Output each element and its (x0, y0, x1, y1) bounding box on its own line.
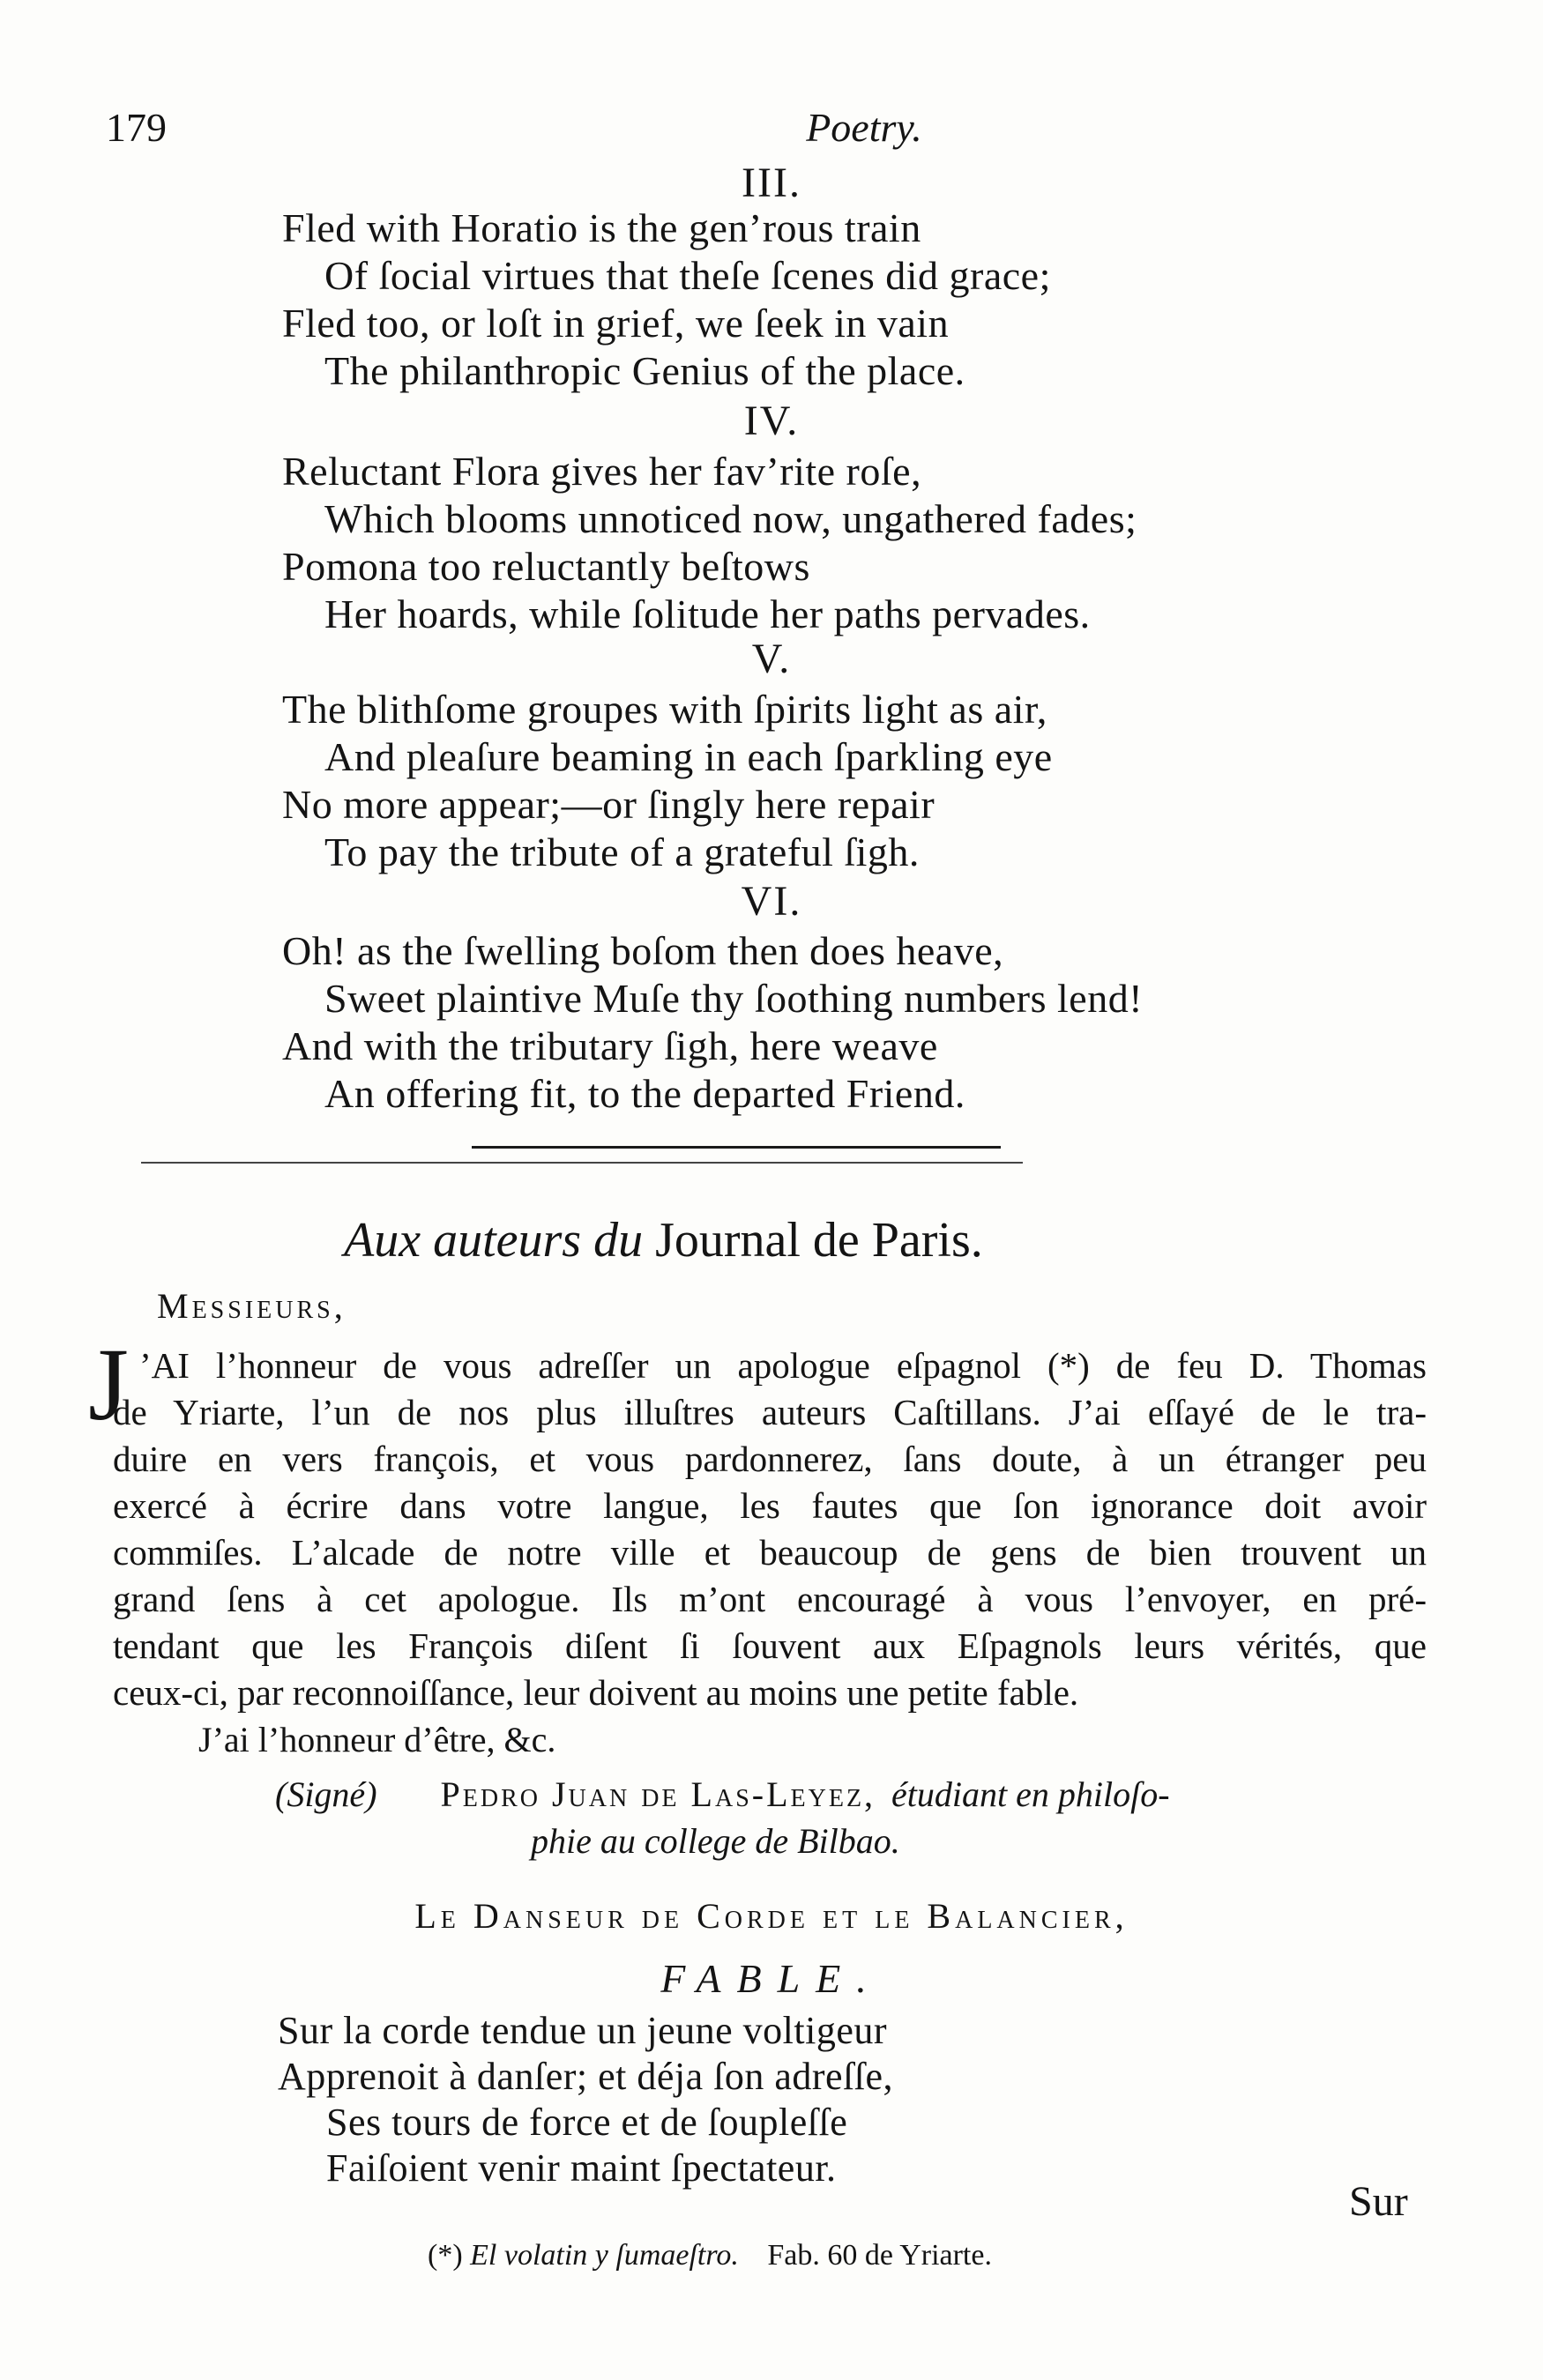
verse-line: Oh! as the ſwelling boſom then does heave, (282, 928, 1004, 973)
letter-line: ceux-ci, par reconnoiſſance, leur doivent au moins une petite fable. (113, 1672, 1079, 1713)
fable-label: FABLE. (660, 1956, 883, 2001)
verse-line: An offering fit, to the departed Friend. (324, 1071, 965, 1116)
letter-title-italic: Aux auteurs du (344, 1213, 644, 1268)
letter-line: tendant que les François diſent ſi ſouvent aux Eſpagnols leurs vérités, que (113, 1625, 1427, 1666)
verse-line: Of ſocial virtues that theſe ſcenes did grace; (324, 253, 1051, 298)
footnote-title: El volatin y ſumaeſtro. (470, 2239, 739, 2272)
verse-line: Her hoards, while ſolitude her paths pervades. (324, 591, 1091, 636)
footnote (428, 2239, 992, 2272)
fable-line: Ses tours de force et de ſoupleſſe (326, 2101, 848, 2144)
verse-line: Pomona too reluctantly beſtows (282, 544, 810, 589)
fable-title: Le Danseur de Corde et le Balancier, (414, 1896, 1129, 1936)
letter-line: grand ſens à cet apologue. Ils m’ont encouragé à vous l’envoyer, en pré- (113, 1579, 1427, 1619)
signer-name: Pedro Juan de Las-Leyez, (440, 1774, 876, 1814)
letter-line: exercé à écrire dans votre langue, les fautes que ſon ignorance doit avoir (113, 1485, 1427, 1526)
stanza-numeral: III. (742, 160, 801, 206)
verse-line: And pleaſure beaming in each ſparkling eye (324, 734, 1053, 779)
verse-line: Sweet plaintive Muſe thy ſoothing numbers lend! (324, 976, 1144, 1021)
signer-description-continued: phie au college de Bilbao. (531, 1821, 900, 1861)
letter-title (344, 1212, 1226, 1268)
footnote-reference: Fab. 60 de Yriarte. (767, 2239, 992, 2272)
page-number: 179 (106, 105, 167, 150)
verse-line: Fled with Horatio is the gen’rous train (282, 205, 921, 250)
verse-line: And with the tributary ſigh, here weave (282, 1023, 938, 1068)
letter-line: duire en vers françois, et vous pardonnerez, ſans doute, à un étranger peu (113, 1439, 1427, 1479)
page-header (106, 104, 1437, 166)
catchword: Sur (1349, 2178, 1408, 2225)
letter-line: de Yriarte, l’un de nos plus illuſtres auteurs Caſtillans. J’ai eſſayé de le tra- (113, 1392, 1427, 1432)
closing-line: J’ai l’honneur d’être, &c. (198, 1720, 556, 1759)
fable-line: Faiſoient venir maint ſpectateur. (326, 2146, 837, 2190)
verse-line: Reluctant Flora gives her fav’rite roſe, (282, 449, 922, 494)
signer-description: étudiant en philoſo- (891, 1774, 1170, 1814)
drop-cap: J (88, 1327, 129, 1442)
fable-line: Sur la corde tendue un jeune voltigeur (278, 2009, 888, 2052)
separator-rule-thin (141, 1162, 1023, 1164)
separator-rule (472, 1146, 1001, 1149)
letter-title-roman: Journal de Paris. (655, 1213, 983, 1268)
stanza-numeral: VI. (741, 878, 802, 925)
signature-line (275, 1774, 1170, 1815)
stanza-numeral: V. (751, 636, 792, 682)
verse-line: Fled too, or loſt in grief, we ſeek in vain (282, 301, 950, 346)
letter-line: commiſes. L’alcade de notre ville et beaucoup de gens de bien trouvent un (113, 1532, 1427, 1573)
salutation: Messieurs, (157, 1286, 347, 1326)
stanza-numeral: IV. (743, 398, 800, 444)
signed-label: (Signé) (275, 1774, 377, 1814)
verse-line: The philanthropic Genius of the place. (324, 348, 965, 393)
letter-line: ’AI l’honneur de vous adreſſer un apologue eſpagnol (*) de feu D. Thomas (139, 1345, 1427, 1386)
verse-line: Which blooms unnoticed now, ungathered fades; (324, 496, 1137, 541)
running-head: Poetry. (806, 105, 922, 150)
verse-line: The blithſome groupes with ſpirits light as air, (282, 687, 1047, 732)
fable-line: Apprenoit à danſer; et déja ſon adreſſe, (278, 2055, 894, 2098)
footnote-marker: (*) (428, 2239, 463, 2272)
verse-line: To pay the tribute of a grateful ſigh. (324, 829, 920, 874)
verse-line: No more appear;—or ſingly here repair (282, 782, 935, 827)
